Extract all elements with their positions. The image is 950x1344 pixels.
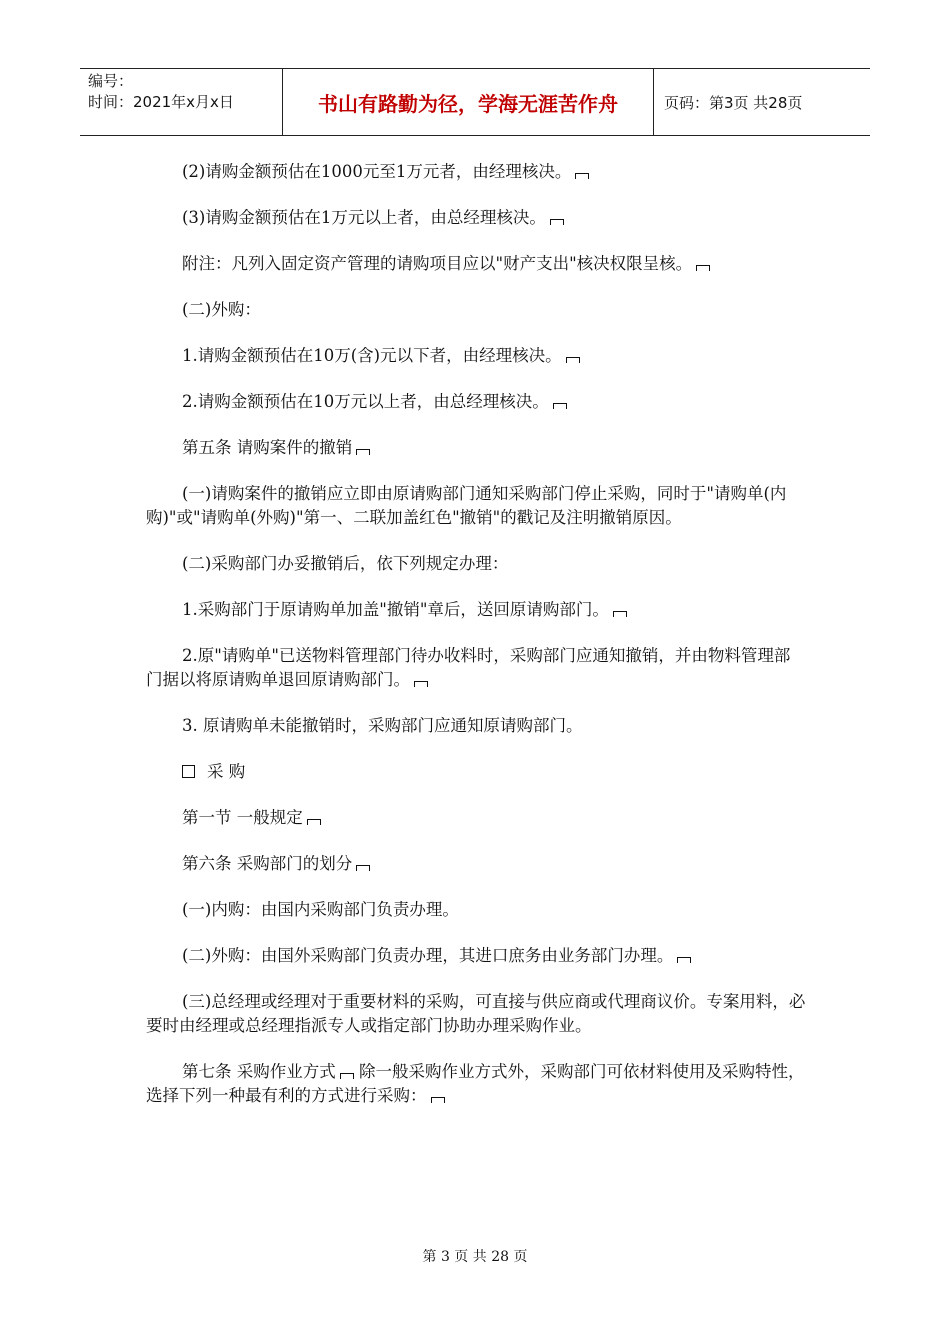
section-heading: 第五条 请购案件的撤销 [146,436,806,460]
paragraph-mark-icon [356,865,370,871]
paragraph-mark-icon [575,173,589,179]
paragraph: 1.采购部门于原请购单加盖"撤销"章后，送回原请购部门。 [146,598,806,622]
paragraph: (3)请购金额预估在1万元以上者，由总经理核决。 [146,206,806,230]
header-meta [80,69,282,135]
paragraph-mark-icon [431,1097,445,1103]
page-header [80,68,870,136]
document-date-label: 时间：2021年x月x日 [88,93,234,111]
header-page-number: 页码：第3页 共28页 [664,93,803,112]
document-body [146,160,806,1130]
checkbox-icon [182,765,195,778]
paragraph-mark-icon [613,611,627,617]
paragraph: (二)外购： [182,300,261,319]
document-number-label: 编号： [88,72,134,90]
paragraph: (二)外购：由国外采购部门负责办理，其进口庶务由业务部门办理。 [146,944,806,968]
paragraph: 1.请购金额预估在10万(含)元以下者，由经理核决。 [146,344,806,368]
paragraph-mark-icon [550,219,564,225]
paragraph: (一)请购案件的撤销应立即由原请购部门通知采购部门停止采购，同时于"请购单(内购)"或"请购单(外购)"第一、二联加盖红色"撤销"的戳记及注明撤销原因。 [146,484,787,527]
paragraph: 附注：凡列入固定资产管理的请购项目应以"财产支出"核决权限呈核。 [146,252,806,276]
paragraph-mark-icon [414,681,428,687]
paragraph: 2.原"请购单"已送物料管理部门待办收料时，采购部门应通知撤销，并由物料管理部门据以将原请购单退回原请购部门。 [146,646,791,689]
paragraph-mark-icon [553,403,567,409]
paragraph: 3. 原请购单未能撤销时，采购部门应通知原请购部门。 [182,716,583,735]
paragraph: 第七条 采购作业方式 除一般采购作业方式外，采购部门可依材料使用及采购特性，选择下列一种最有利的方式进行采购： [146,1062,805,1105]
paragraph: (二)采购部门办妥撤销后，依下列规定办理： [182,554,509,573]
page-footer: 第 3 页 共 28 页 [422,1249,528,1265]
paragraph-mark-icon [307,819,321,825]
paragraph-mark-icon [677,957,691,963]
paragraph: (2)请购金额预估在1000元至1万元者，由经理核决。 [146,160,806,184]
paragraph-mark-icon [356,449,370,455]
chapter-heading: 采 购 [146,760,806,784]
paragraph: (三)总经理或经理对于重要材料的采购，可直接与供应商或代理商议价。专案用料，必要时由经理或总经理指派专人或指定部门协助办理采购作业。 [146,992,806,1035]
section-heading: 第六条 采购部门的划分 [146,852,806,876]
paragraph-mark-icon [566,357,580,363]
section-heading: 第一节 一般规定 [146,806,806,830]
paragraph-mark-icon [696,265,710,271]
header-motto: 书山有路勤为径，学海无涯苦作舟 [282,69,654,135]
paragraph: 2.请购金额预估在10万元以上者，由总经理核决。 [146,390,806,414]
paragraph: (一)内购：由国内采购部门负责办理。 [182,900,459,919]
paragraph-mark-icon [340,1073,354,1079]
